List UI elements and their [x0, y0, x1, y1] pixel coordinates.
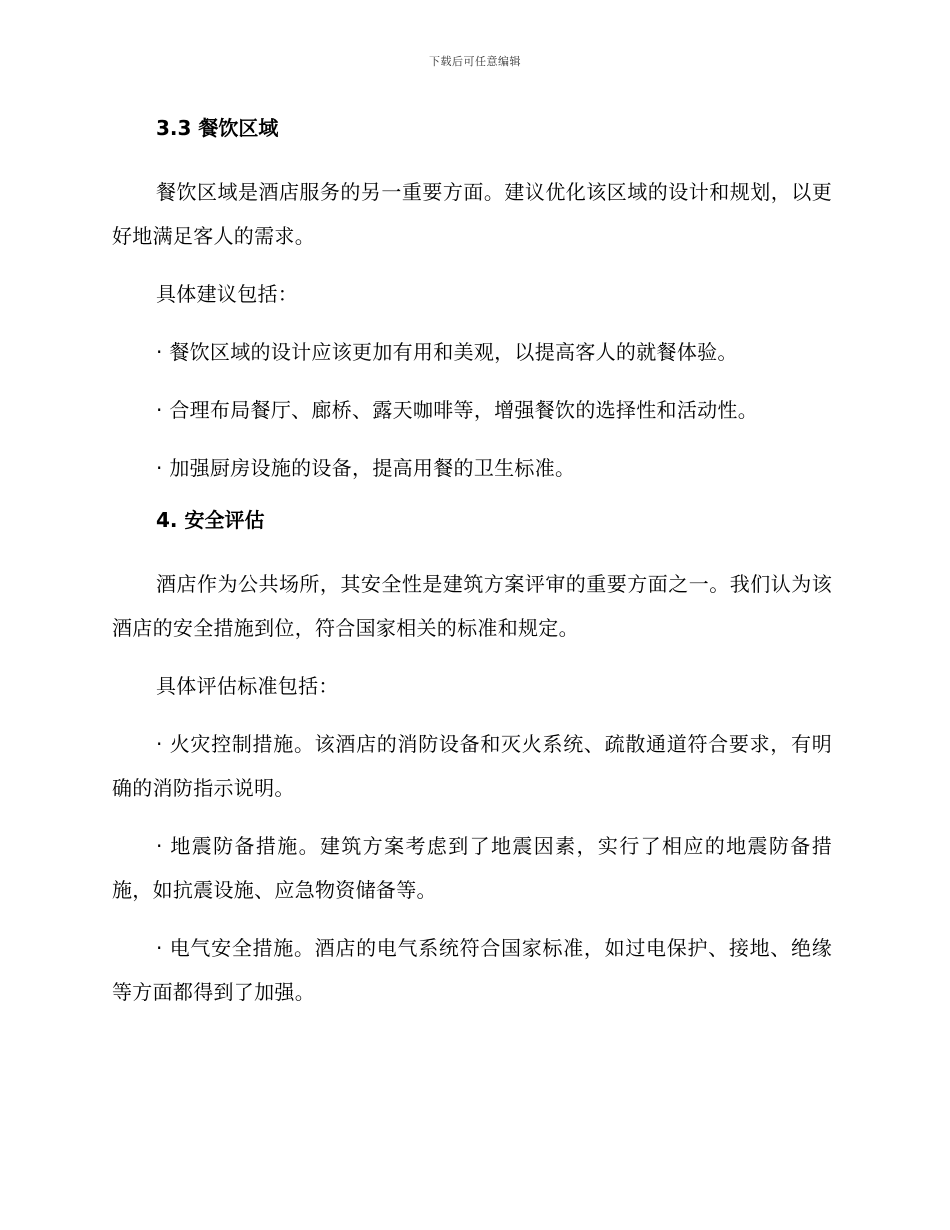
bullet-fire-control: · 火灾控制措施。该酒店的消防设备和灭火系统、疏散通道符合要求，有明确的消防指示说明。	[112, 732, 832, 800]
paragraph-safety-criteria-lead: 具体评估标准包括：	[156, 674, 339, 698]
bullet-dining-design: · 餐饮区域的设计应该更加有用和美观，以提高客人的就餐体验。	[156, 340, 738, 364]
bullet-kitchen-facilities: · 加强厨房设施的设备，提高用餐的卫生标准。	[156, 456, 576, 480]
bullet-dining-layout: · 合理布局餐厅、廊桥、露天咖啡等，增强餐饮的选择性和活动性。	[156, 398, 759, 422]
document-body	[112, 112, 832, 1028]
paragraph-safety-intro: 酒店作为公共场所，其安全性是建筑方案评审的重要方面之一。我们认为该酒店的安全措施到位，符合国家相关的标准和规定。	[112, 572, 832, 640]
paragraph-dining-suggestions-lead: 具体建议包括：	[156, 282, 299, 306]
paragraph-dining-intro: 餐饮区域是酒店服务的另一重要方面。建议优化该区域的设计和规划，以更好地满足客人的需求。	[112, 180, 832, 248]
bullet-earthquake: · 地震防备措施。建筑方案考虑到了地震因素，实行了相应的地震防备措施，如抗震设施、应急物资储备等。	[112, 834, 832, 902]
header-note: 下载后可任意编辑	[429, 55, 521, 68]
section-heading-dining: 3.3 餐饮区域	[156, 116, 279, 140]
section-heading-safety: 4. 安全评估	[156, 508, 265, 532]
bullet-electrical: · 电气安全措施。酒店的电气系统符合国家标准，如过电保护、接地、绝缘等方面都得到了加强。	[112, 936, 832, 1004]
